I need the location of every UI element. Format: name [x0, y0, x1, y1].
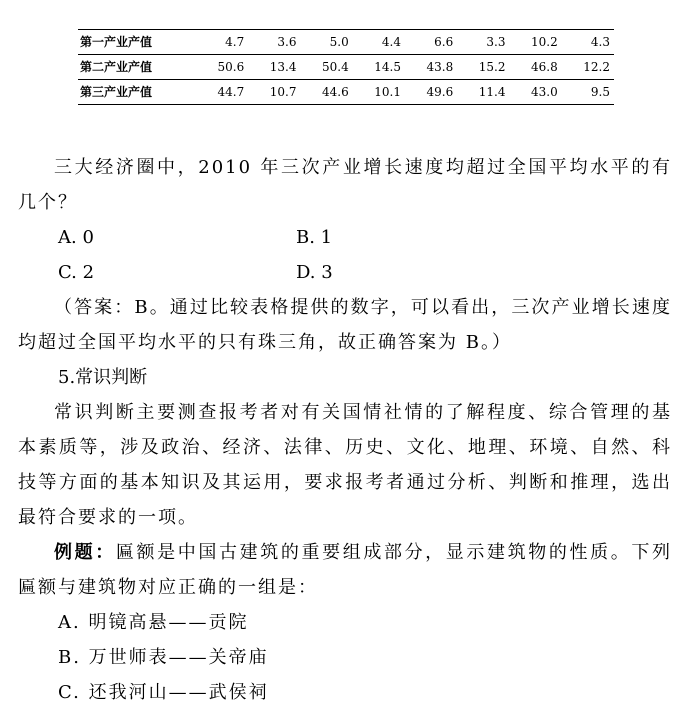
table-row: [78, 30, 614, 55]
table-cell: 6.6: [434, 35, 454, 49]
example-option-a: A. 明镜高悬——贡院: [58, 612, 249, 633]
table-cell: 3.6: [277, 35, 297, 49]
option-c: C. 2: [58, 262, 95, 283]
table-cell: 5.0: [329, 35, 349, 49]
table-cell: 11.4: [478, 85, 506, 99]
table-cell: 4.3: [590, 35, 610, 49]
table-cell: 3.3: [486, 35, 506, 49]
example-option-c: C. 还我河山——武侯祠: [58, 682, 269, 703]
table-body: [78, 30, 614, 105]
table-cell: 14.5: [374, 60, 401, 74]
table-cell: 4.7: [225, 35, 245, 49]
example-option-b: B. 万世师表——关帝庙: [58, 647, 269, 668]
section-description: 常识判断主要测查报考者对有关国情社情的了解程度、综合管理的基本素质等，涉及政治、经济、法律、历史、文化、地理、环境、自然、科技等方面的基本知识及其运用，要求报考者通过分析、判断和推理，选出最符合要求的一项。: [18, 402, 672, 528]
table-cell: 10.2: [531, 35, 558, 49]
table-cell: 43.0: [531, 85, 558, 99]
industry-output-table: [78, 29, 614, 105]
table-cell: 46.8: [531, 60, 558, 74]
option-a: A. 0: [58, 227, 94, 248]
option-d: D. 3: [296, 262, 333, 283]
table-cell: 44.6: [322, 85, 349, 99]
question-text: 三大经济圈中，2010 年三次产业增长速度均超过全国平均水平的有几个？: [18, 157, 672, 213]
table-row: [78, 55, 614, 80]
option-b: B. 1: [296, 227, 333, 248]
question-options: [18, 220, 672, 290]
section-heading: 5.常识判断: [58, 367, 148, 388]
table-cell: 9.5: [590, 85, 610, 99]
table-cell: 49.6: [426, 85, 454, 99]
table-cell: 43.8: [426, 60, 454, 74]
example-paragraph: [18, 535, 672, 605]
example-label: 例题：: [54, 542, 116, 563]
table-row: [78, 80, 614, 105]
table-cell: 13.4: [269, 60, 297, 74]
table-cell: 15.2: [478, 60, 506, 74]
example-text: 匾额是中国古建筑的重要组成部分，显示建筑物的性质。下列匾额与建筑物对应正确的一组是：: [18, 542, 673, 598]
page-content: [18, 150, 672, 710]
table-cell: 50.4: [322, 60, 349, 74]
row-label: 第三产业产值: [80, 85, 153, 99]
data-table-container: [78, 29, 614, 105]
table-cell: 44.7: [217, 85, 245, 99]
table-cell: 50.6: [217, 60, 245, 74]
table-cell: 4.4: [381, 35, 401, 49]
answer-explanation: （答案：B。通过比较表格提供的数字，可以看出，三次产业增长速度均超过全国平均水平的只有珠三角，故正确答案为 B。）: [18, 297, 672, 353]
table-cell: 12.2: [583, 60, 610, 74]
table-cell: 10.7: [269, 85, 297, 99]
table-cell: 10.1: [374, 85, 401, 99]
row-label: 第二产业产值: [80, 60, 153, 74]
row-label: 第一产业产值: [80, 35, 153, 49]
